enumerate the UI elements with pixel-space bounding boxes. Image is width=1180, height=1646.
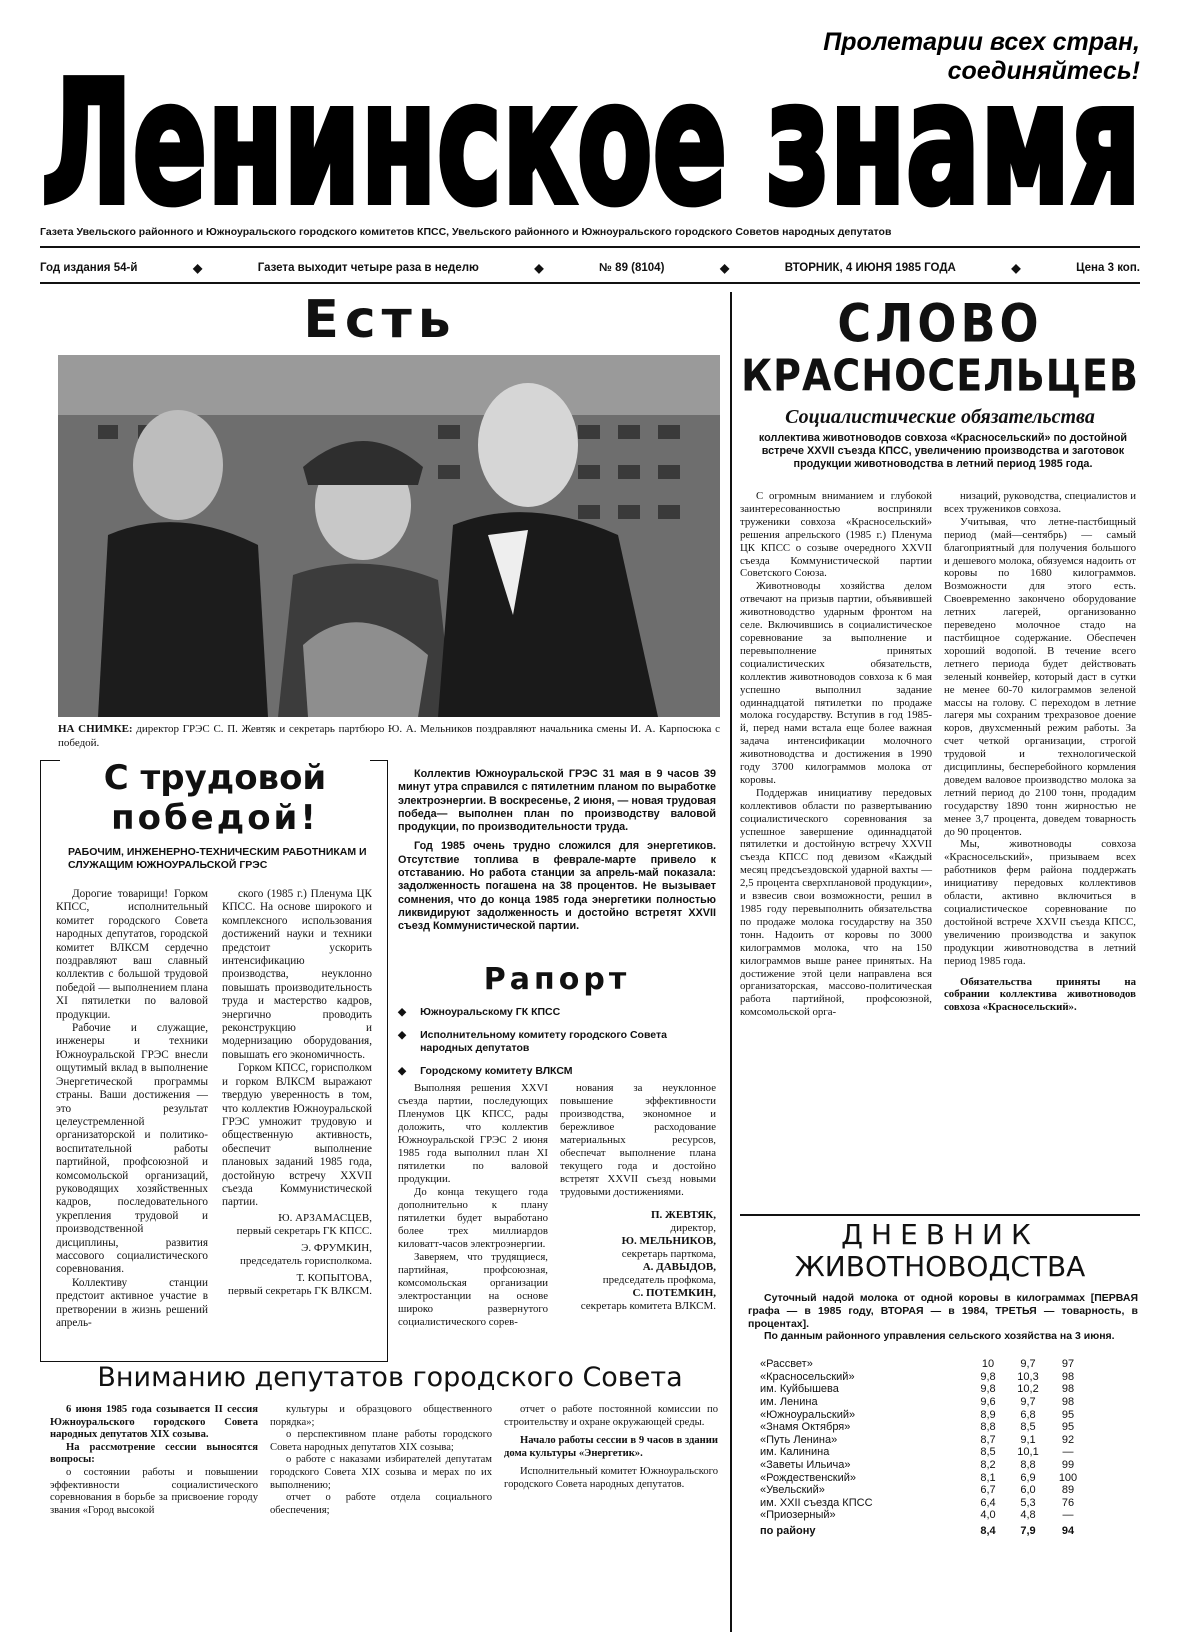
main-intro	[398, 768, 716, 934]
marketability: 89	[1061, 1484, 1075, 1497]
diary-table	[760, 1358, 1130, 1537]
diary-intro: Суточный надой молока от одной коровы в килограммах [ПЕРВАЯ графа — в 1985 году, ВТОРАЯ — в 1984, ТРЕТЬЯ — товарность, в процентах]. По данным районного управления сельского хозяйства на 3 июня.	[748, 1292, 1138, 1343]
diary-rule	[740, 1214, 1140, 1216]
rule-top	[40, 246, 1140, 248]
value-1985: 8,5	[980, 1446, 996, 1459]
table-row	[760, 1459, 1130, 1472]
marketability: 98	[1061, 1370, 1075, 1383]
marketability: 98	[1061, 1383, 1075, 1396]
farm-name: им. Калинина	[760, 1446, 830, 1459]
diamond-icon: ◆	[398, 1006, 407, 1018]
farm-name: «Южноуральский»	[760, 1408, 856, 1421]
paragraph: о состоянии работы и повышении эффективности социалистического соревнования в борьбе за присвоение городу звания «Город высокой	[50, 1466, 258, 1516]
value-1985: 4,0	[980, 1509, 996, 1522]
table-row	[760, 1421, 1130, 1434]
value-1985: 8,9	[980, 1408, 996, 1421]
slovo-footer: Обязательства приняты на собрании коллектива животноводов совхоза «Красносельский».	[944, 975, 1136, 1014]
paragraph: Поддержав инициативу передовых коллективов области по развертыванию социалистического соревнования за успешное завершение одиннадцатой пятилетки и достойную встречу XXVII съезда КПСС под девизом «Каждый месяц предсъездовской ударной вахты — 2,5 процента сверхплановой продукции», и взвесив свои возможности, решил в 1985 году перевыполнить обязательства по продаже молока государству на 350 тонн. Надоить от коровы по 3000 килограммов молока, что на 150 килограммов выше ранее принятых. На достижение этой цели направлена вся организаторская, массово-политическая работа партийной, профсоюзной, комсомольской орга-	[740, 786, 932, 1019]
year-info: Год издания 54-й	[40, 262, 138, 274]
value-1984: 6,9	[1020, 1471, 1036, 1484]
marketability: 94	[1061, 1525, 1075, 1538]
paragraph: Рабочие и служащие, инженеры и техники Южноуральской ГРЭС внесли ощутимый вклад в выполнение Энергетической программы страны. Ваши достижения — это результат целеустремленной организаторской и политико-воспитательной работы партийной, профсоюзной и комсомольской организаций, руководящих хозяйственных кадров, последовательного укрепления трудовой и производственной дисциплины, развития массового социалистического соревнования.	[56, 1022, 208, 1276]
recipient: ◆ Южноуральскому ГК КПСС	[398, 1006, 561, 1018]
slovo-lead: коллектива животноводов совхоза «Красносельский» по достойной встрече XXVII съезда КПСС, увеличению производства и заготовок продукции животноводства в летний период 1985 года.	[758, 432, 1128, 471]
paragraph: Начало работы сессии в 9 часов в здании дома культуры «Энергетик».	[504, 1435, 718, 1459]
farm-name: им. Куйбышева	[760, 1383, 839, 1396]
deputies-title: Вниманию депутатов городского Совета	[97, 1362, 683, 1393]
paragraph: Коллектив Южноуральской ГРЭС 31 мая в 9 часов 39 минут утра справился с пятилетним планом по выработке электроэнергии. В воскресенье, 2 июня, — новая трудовая победа— выполнен план по производству валовой продукции, по производительности труда.	[398, 768, 716, 834]
marketability: 95	[1061, 1408, 1075, 1421]
marketability: 99	[1061, 1459, 1075, 1472]
farm-name: «Заветы Ильича»	[760, 1459, 851, 1472]
slovo-title2: КРАСНОСЕЛЬЦЕВ	[741, 350, 1139, 401]
value-1985: 8,4	[980, 1525, 996, 1538]
diamond-icon: ◆	[534, 261, 544, 275]
svg-text:Ленинское знамя: Ленинское знамя	[41, 45, 1141, 232]
paragraph: о перспективном плане работы городского Совета народных депутатов XIX созыва;	[270, 1429, 492, 1453]
table-row	[760, 1509, 1130, 1522]
paragraph: нования за неуклонное повышение эффективности производства, экономное и бережливое расходование материальных ресурсов, обеспечат выполнение плана текущего года и достойно встретят XXVII съезд новыми трудовыми достижениями.	[560, 1082, 716, 1198]
signature: П. ЖЕВТЯК, директор, Ю. МЕЛЬНИКОВ, секретарь парткома, А. ДАВЫДОВ, председатель профкома, С. ПОТЕМКИН, секретарь комитета ВЛКСМ.	[580, 1209, 716, 1312]
masthead-motto: Пролетарии всех стран, соединяйтесь!	[823, 28, 1140, 85]
caption-text: директор ГРЭС С. П. Жевтяк и секретарь партбюро Ю. А. Мельников поздравляют начальника смены И. А. Карпосюка с победой.	[58, 723, 720, 749]
rule-bottom	[40, 282, 1140, 284]
recipient: ◆ Исполнительному комитету городского Совета народных депутатов	[398, 1029, 667, 1054]
report-col2	[560, 1082, 716, 1313]
table-row	[760, 1383, 1130, 1396]
paragraph: Год 1985 очень трудно сложился для энергетиков. Отсутствие топлива в феврале-марте привело к отставанию. Но работа станции за апрель-май показала: задолженность погашена на 38 процентов. Не вызывает сомнения, что до конца 1985 года энергетики полностью ликвидируют задолженность и достойно встретят XXVII съезд Коммунистической партии.	[398, 840, 716, 933]
signature: Ю. АРЗАМАСЦЕВ, первый секретарь ГК КПСС. Э. ФРУМКИН, председатель горисполкома. Т. КОПЫТОВА, первый секретарь ГК ВЛКСМ.	[228, 1211, 372, 1297]
slovo-title1: СЛОВО	[837, 292, 1043, 355]
value-1984: 4,8	[1020, 1509, 1036, 1522]
diary-title1: ДНЕВНИК	[841, 1218, 1039, 1251]
paragraph: Горком КПСС, горисполком и горком ВЛКСМ выражают твердую уверенность в том, что коллектив Южноуральской ГРЭС умножит трудовую и общественную активность, обеспечит выполнение плановых заданий 1985 года, достойную встречу XXVII съезда Коммунистической партии.	[222, 1062, 372, 1209]
value-1984: 10,2	[1017, 1383, 1039, 1396]
issue-number: № 89 (8104)	[599, 262, 665, 274]
slovo-col2	[944, 490, 1136, 1014]
victory-col1	[56, 888, 208, 1330]
marketability: 76	[1061, 1496, 1075, 1509]
deputies-col2	[270, 1404, 492, 1517]
value-1984: 8,8	[1020, 1459, 1036, 1472]
paragraph: Мы, животноводы совхоза «Красносельский», призываем всех работников ферм района поддержать инициативу передовых коллективов области, активно включиться в социалистическое соревнование по достойной встрече XXVII съезда КПСС, увеличению производства и закупок продукции животноводства в летний период 1985 года.	[944, 838, 1136, 967]
value-1985: 8,7	[980, 1433, 996, 1446]
farm-name: по району	[760, 1525, 816, 1538]
table-row	[760, 1484, 1130, 1497]
deputies-col3	[504, 1404, 718, 1492]
info-bar	[40, 258, 1140, 278]
diamond-icon: ◆	[719, 261, 730, 275]
value-1984: 9,1	[1020, 1433, 1036, 1446]
report-col1	[398, 1082, 548, 1329]
slovo-subtitle: Социалистические обязательства	[785, 406, 1095, 428]
value-1985: 8,2	[980, 1459, 996, 1472]
paragraph: низаций, руководства, специалистов и всех тружеников совхоза.	[944, 490, 1136, 515]
paragraph: ского (1985 г.) Пленума ЦК КПСС. На основе широкого и комплексного использования достижений науки и техники предстоит ускорить интенсификацию производства, неуклонно повышать производительность труда и мастерство кадров, энергично проводить реконструкцию и модернизацию оборудования, повышать его экономичность.	[222, 888, 372, 1061]
masthead-title	[36, 42, 1146, 232]
paragraph: отчет о работе отдела социального обеспечения;	[270, 1492, 492, 1516]
value-1985: 8,8	[980, 1421, 996, 1434]
farm-name: «Путь Ленина»	[760, 1433, 838, 1446]
price-info: Цена 3 коп.	[1076, 262, 1140, 274]
paragraph: культуры и образцового общественного порядка»;	[270, 1404, 492, 1428]
value-1984: 6,8	[1020, 1408, 1036, 1421]
value-1984: 10,1	[1017, 1446, 1039, 1459]
deputies-col1	[50, 1404, 258, 1517]
table-row	[760, 1525, 1130, 1538]
value-1985: 9,8	[980, 1383, 996, 1396]
paragraph: Выполняя решения XXVI съезда партии, последующих Пленумов ЦК КПСС, рады доложить, что коллектив Южноуральской ГРЭС 2 июня 1985 года выполнил план XI пятилетки по валовой продукции.	[398, 1082, 548, 1185]
victory-title-line1: С трудовой	[103, 758, 327, 798]
marketability: —	[1062, 1509, 1074, 1522]
paragraph: Коллективу станции предстоит активное участие в претворении в жизнь решений апрель-	[56, 1276, 208, 1329]
paragraph: отчет о работе постоянной комиссии по строительству и охране окружающей среды.	[504, 1404, 718, 1428]
table-row	[760, 1497, 1130, 1510]
value-1985: 6,4	[980, 1496, 996, 1509]
marketability: 97	[1061, 1358, 1075, 1371]
masthead-subline: Газета Увельского районного и Южноуральского городского комитетов КПСС, Увельского районного и Южноуральского городского Советов народных депутатов	[40, 226, 892, 238]
value-1984: 5,3	[1020, 1496, 1036, 1509]
farm-name: им. Ленина	[760, 1396, 818, 1409]
diamond-icon: ◆	[398, 1065, 407, 1077]
value-1985: 10	[981, 1358, 995, 1371]
marketability: 98	[1061, 1396, 1075, 1409]
diamond-icon: ◆	[398, 1029, 407, 1041]
table-row	[760, 1471, 1130, 1484]
victory-title	[60, 758, 370, 838]
farm-name: «Рождественский»	[760, 1471, 857, 1484]
farm-name: «Рассвет»	[760, 1358, 813, 1371]
value-1985: 9,8	[980, 1370, 996, 1383]
caption-lead: НА СНИМКЕ:	[58, 723, 133, 735]
paragraph: До конца текущего года дополнительно к плану пятилетки будет выработано более трех миллиардов киловатт-часов электроэнергии.	[398, 1186, 548, 1250]
frequency-info: Газета выходит четыре раза в неделю	[257, 262, 479, 274]
value-1985: 8,1	[980, 1471, 996, 1484]
value-1984: 6,0	[1020, 1484, 1036, 1497]
value-1984: 8,5	[1020, 1421, 1036, 1434]
recipient: ◆ Городскому комитету ВЛКСМ	[398, 1065, 573, 1077]
value-1984: 9,7	[1020, 1396, 1036, 1409]
marketability: 95	[1061, 1421, 1075, 1434]
news-photo	[58, 355, 720, 717]
main-headline: Есть	[303, 290, 457, 350]
value-1985: 6,7	[980, 1484, 996, 1497]
marketability: —	[1062, 1446, 1074, 1459]
value-1985: 9,6	[980, 1396, 996, 1409]
slovo-col1	[740, 490, 932, 1019]
table-row	[760, 1446, 1130, 1459]
victory-title-line2: победой!	[111, 798, 319, 838]
farm-name: «Приозерный»	[760, 1509, 836, 1522]
paragraph: Исполнительный комитет Южноуральского городского Совета народных депутатов.	[504, 1466, 718, 1490]
paragraph: На рассмотрение сессии выносятся вопросы:	[50, 1441, 258, 1466]
farm-name: «Увельский»	[760, 1484, 825, 1497]
report-title: Рапорт	[483, 962, 631, 997]
table-row	[760, 1408, 1130, 1421]
diary-title2: ЖИВОТНОВОДСТВА	[794, 1250, 1086, 1283]
marketability: 100	[1058, 1471, 1078, 1484]
column-divider	[730, 292, 732, 1632]
paragraph: Дорогие товарищи! Горком КПСС, исполнительный комитет городского Совета народных депутатов, городской комитет ВЛКСМ сердечно поздравляют ваш славный коллектив с большой трудовой победой — выполнением плана XI пятилетки по валовой продукции.	[56, 888, 208, 1021]
farm-name: «Знамя Октября»	[760, 1421, 851, 1434]
value-1984: 10,3	[1017, 1370, 1039, 1383]
paragraph: С огромным вниманием и глубокой заинтересованностью восприняли труженики совхоза «Красносельский» решения апрельского (1985 г.) Пленума ЦК КПСС о созыве очередного XXVII съезда Коммунистической партии Советского Союза.	[740, 490, 932, 580]
marketability: 92	[1061, 1433, 1075, 1446]
farm-name: им. XXII съезда КПСС	[760, 1496, 873, 1509]
table-row	[760, 1396, 1130, 1409]
value-1984: 7,9	[1020, 1525, 1036, 1538]
diamond-icon: ◆	[192, 261, 203, 275]
paragraph: Животноводы хозяйства делом отвечают на призыв партии, объявившей животноводство ударным фронтом на селе. Включившись в социалистическое соревнование за выполнение и перевыполнение принятых социалистических обязательств, коллектив животноводов совхоза к 6 мая успешно выполнил задание одиннадцатой пятилетки по продаже молока государству. Вступив в год 1985-й, перед нами встала еще более важная задача интенсификации молочного животноводства и достижения в 1990 году 3700 килограммов молока от коровы.	[740, 580, 932, 786]
table-row	[760, 1358, 1130, 1371]
paragraph: Заверяем, что трудящиеся, партийная, профсоюзная, комсомольская организации электростанции на основе широко развернутого социалистического сорев-	[398, 1251, 548, 1328]
table-row	[760, 1434, 1130, 1447]
report-recipients	[398, 1006, 716, 1078]
table-row	[760, 1371, 1130, 1384]
value-1984: 9,7	[1020, 1358, 1036, 1371]
victory-address: РАБОЧИМ, ИНЖЕНЕРНО-ТЕХНИЧЕСКИМ РАБОТНИКАМ И СЛУЖАЩИМ ЮЖНОУРАЛЬСКОЙ ГРЭС	[68, 846, 367, 871]
diamond-icon: ◆	[1011, 261, 1021, 275]
paragraph: 6 июня 1985 года созывается II сессия Южноуральского городского Совета народных депутатов XIX созыва.	[50, 1404, 258, 1441]
photo-caption	[58, 722, 720, 750]
farm-name: «Красносельский»	[760, 1370, 855, 1383]
victory-col2	[222, 888, 372, 1298]
paragraph: Учитывая, что летне-пастбищный период (май—сентябрь) — самый благоприятный для получения большого и дешевого молока, обязуемся надоить от коровы по 1680 килограммов. Возможности для этого есть. Своевременно закончено оборудование летних лагерей, организованно переведено молочное стадо на пастбищное содержание. Обеспечен хороший водопой. В течение всего летнего периода будет действовать зеленый конвейер, который даст в сутки не менее 60-70 килограммов зеленой массы на голову. С переходом в летние лагеря мы сохраним трехразовое доение коров, двухсменный режим работы. За счет четкой организации, строгой трудовой и технологической дисциплины, бесперебойного кормления доведем валовое производство молока за летний период до 2100 тонн, продадим государству 1890 тонн жирностью не менее 3,7 процента, доведем товарность до 90 процентов.	[944, 515, 1136, 838]
paragraph: о работе с наказами избирателей депутатам городского Совета XIX созыва и мерах по их выполнению;	[270, 1454, 492, 1491]
issue-date: ВТОРНИК, 4 ИЮНЯ 1985 ГОДА	[784, 262, 956, 274]
